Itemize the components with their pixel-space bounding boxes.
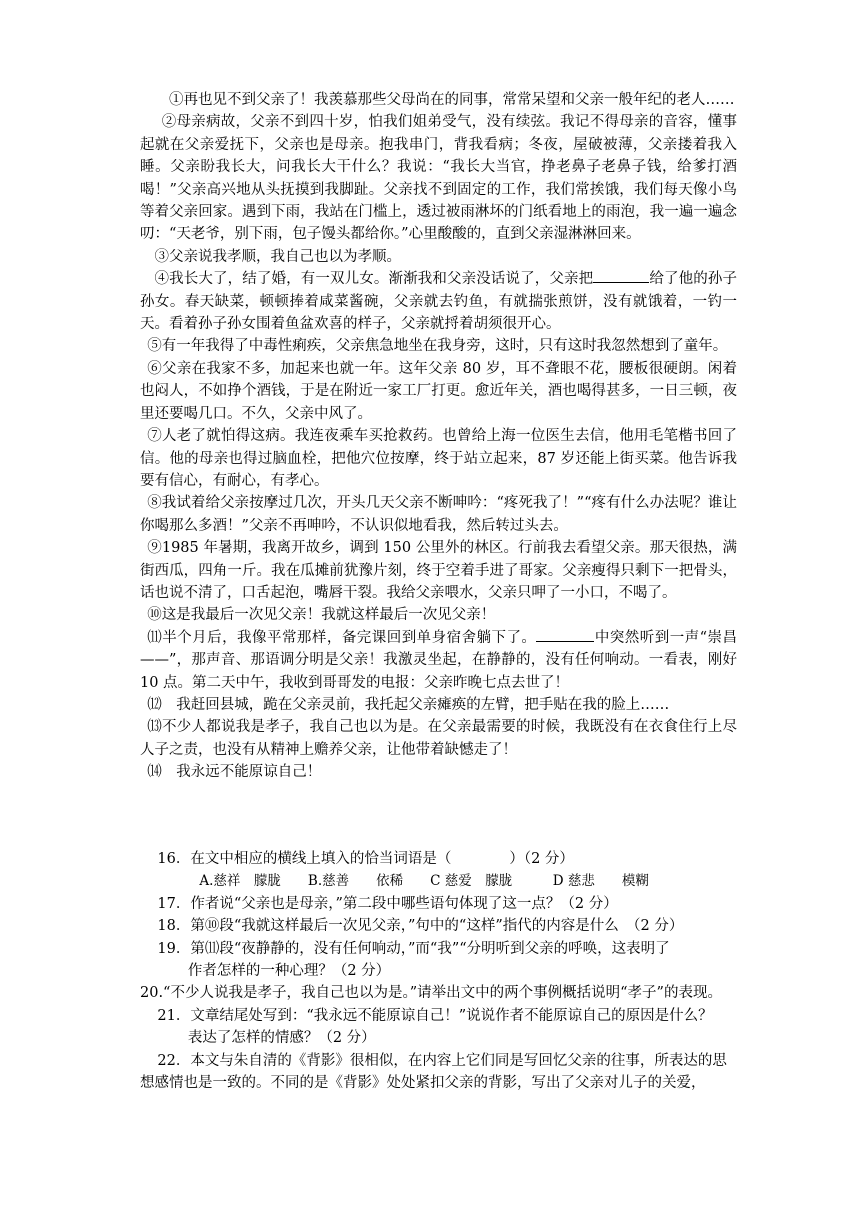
question-19: 19．第⑾段“夜静静的，没有任何响动，”而“我”“分明听到父亲的呼唤，这表明了 — [157, 940, 670, 957]
question-16-options: A.慈祥 朦胧 B.慈善 依稀 C 慈爱 朦胧 D 慈悲 模糊 — [199, 873, 649, 890]
paragraph-4-part-1: ④我长大了，结了婚，有一双儿女。渐渐我和父亲没话说了，父亲把 — [154, 271, 594, 288]
question-22: 22．本文与朱自清的《背影》很相似，在内容上它们同是写回忆父亲的往事，所表达的思想感情也是一致的。不同的是《背影》处处紧扣父亲的背影，写出了父亲对儿子的关爱， — [140, 1052, 727, 1092]
paragraph-14: ⒁ 我永远不能原谅自己！ — [147, 764, 322, 781]
question-16: 16．在文中相应的横线上填入的恰当词语是（ ）（2 分） — [157, 851, 574, 867]
paragraph-9: ⑨1985 年暑期，我离开故乡，调到 150 公里外的林区。行前我去看望父亲。那天很热，满街西瓜，四角一斤。我在瓜摊前犹豫片刻，终于空着手进了哥家。父亲瘦得只剩下一把骨头，话也说不清了，口舌起泡，嘴唇干裂。我给父亲喂水，父亲只呷了一小口，不喝了。 — [140, 540, 737, 601]
question-section — [140, 848, 737, 1094]
question-20: 20.“不少人说我是孝子，我自己也以为是。”请举出文中的两个事例概括说明“孝子”的表现。 — [140, 985, 722, 1002]
paragraph-11 — [140, 627, 737, 694]
paragraph-5: ⑤有一年我得了中毒性痢疾，父亲焦急地坐在我身旁，这时，只有这时我忽然想到了童年。 — [147, 338, 728, 355]
fill-blank-1[interactable] — [593, 268, 649, 283]
question-21-continued: 表达了怎样的情感？（2 分） — [187, 1030, 376, 1047]
paragraph-1: ①再也见不到父亲了！我羡慕那些父母尚在的同事，常常呆望和父亲一般年纪的老人…… — [169, 92, 735, 108]
paragraph-13: ⒀不少人都说我是孝子，我自己也以为是。在父亲最需要的时候，我既没有在衣食住行上尽人子之责，也没有从精神上赡养父亲，让他带着缺憾走了！ — [140, 719, 737, 758]
question-17: 17．作者说“父亲也是母亲，”第二段中哪些语句体现了这一点？（2 分） — [157, 895, 618, 912]
paragraph-6: ⑥父亲在我家不多，加起来也就一年。这年父亲 80 岁，耳不聋眼不花，腰板很硬朗。闲着也闷人，不如挣个酒钱，于是在附近一家工厂打更。愈近年关，酒也喝得甚多，一日三顿，夜里还要喝几口。不久，父亲中风了。 — [140, 360, 737, 422]
paragraph-3: ③父亲说我孝顺，我自己也以为孝顺。 — [154, 248, 401, 265]
paragraph-10: ⑩这是我最后一次见父亲！我就这样最后一次见父亲！ — [147, 607, 496, 624]
question-18: 18．第⑩段“我就这样最后一次见父亲，”句中的“这样”指代的内容是什么 （2 分） — [157, 918, 684, 935]
reading-passage — [140, 89, 737, 784]
paragraph-2: ②母亲病故，父亲不到四十岁，怕我们姐弟受气，没有续弦。我记不得母亲的音容，懂事起就在父亲爱抚下，父亲也是母亲。抱我串门，背我看病；冬夜，屋破被薄，父亲搂着我入睡。父亲盼我长大，问我长大干什么？我说：“我长大当官，挣老鼻子老鼻子钱，给爹打酒喝！”父亲高兴地从头抚摸到我脚趾。父亲找不到固定的工作，我们常挨饿，我们每天像小鸟等着父亲回家。遇到下雨，我站在门槛上，透过被雨淋坏的门纸看地上的雨泡，我一遍一遍念叨：“天老爷，别下雨，包子馒头都给你。”心里酸酸的，直到父亲湿淋淋回来。 — [140, 114, 737, 243]
question-19-continued: 作者怎样的一种心理？（2 分） — [187, 963, 391, 980]
paragraph-7: ⑦人老了就怕得这病。我连夜乘车买抢救药。也曾给上海一位医生去信，他用毛笔楷书回了信。他的母亲也得过脑血栓，把他穴位按摩，终于站立起来，87 岁还能上街买菜。他告诉我要有信心，有耐心，有孝心。 — [140, 428, 737, 489]
paragraph-11-part-1: ⑾半个月后，我像平常那样，备完课回到单身宿舍躺下了。 — [147, 629, 537, 646]
paragraph-12: ⑿ 我赶回县城，跪在父亲灵前，我托起父亲瘫痪的左臂，把手贴在我的脸上…… — [147, 696, 670, 713]
fill-blank-2[interactable] — [536, 627, 594, 642]
paragraph-4-part-2: 给了他的孙子孙女。春天缺菜，顿顿捧着咸菜酱碗，父亲就去钓鱼，有就揣张煎饼，没有就饿着，一钓一天。看着孙子孙女围着鱼盆欢喜的样子，父亲就捋着胡须很开心。 — [140, 271, 737, 333]
paragraph-8: ⑧我试着给父亲按摩过几次，开头几天父亲不断呻吟：“疼死我了！”“疼有什么办法呢？谁让你喝那么多酒！”父亲不再呻吟，不认识似地看我，然后转过头去。 — [140, 495, 737, 534]
paragraph-4 — [140, 268, 737, 335]
question-21: 21．文章结尾处写到：“我永远不能原谅自己！”说说作者不能原谅自己的原因是什么？ — [157, 1007, 713, 1024]
paragraph-11-part-2: 中突然听到一声“崇昌——”，那声音、那语调分明是父亲！我激灵坐起，在静静的，没有任何响动。一看表，刚好 10 点。第二天中午，我收到哥哥发的电报：父亲昨晚七点去世了！ — [140, 629, 737, 691]
